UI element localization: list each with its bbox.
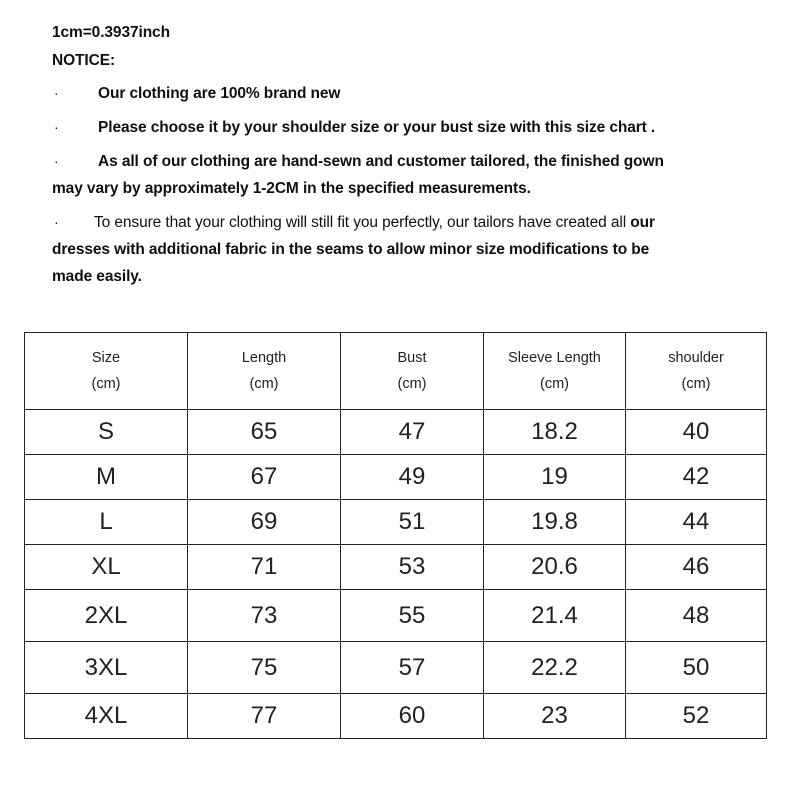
- cell-size: 2XL: [25, 590, 188, 642]
- header-bust: Bust (cm): [341, 333, 484, 410]
- unit-conversion: 1cm=0.3937inch: [52, 24, 170, 41]
- cell-bust: 51: [341, 500, 484, 545]
- cell-length: 67: [188, 455, 341, 500]
- cell-length: 71: [188, 545, 341, 590]
- table-row: [25, 590, 767, 642]
- cell-size: S: [25, 410, 188, 455]
- header-sleeve-length: Sleeve Length (cm): [484, 333, 626, 410]
- notice-bullet-3: [52, 148, 772, 202]
- notice-text-bold: our: [626, 214, 655, 231]
- notice-bullet-4: [52, 209, 772, 290]
- cell-size: 4XL: [25, 694, 188, 739]
- cell-sleeve-length: 18.2: [484, 410, 626, 455]
- cell-bust: 53: [341, 545, 484, 590]
- notice-text: Please choose it by your shoulder size or your bust size with this size chart .: [98, 119, 656, 136]
- notice-text: Our clothing are 100% brand new: [98, 85, 341, 102]
- notice-text-continued: may vary by approximately 1-2CM in the specified measurements.: [52, 180, 531, 197]
- cell-size: XL: [25, 545, 188, 590]
- cell-length: 77: [188, 694, 341, 739]
- cell-size: 3XL: [25, 642, 188, 694]
- notice-text: To ensure that your clothing will still fit you perfectly, our tailors have created all: [94, 214, 627, 231]
- cell-bust: 55: [341, 590, 484, 642]
- cell-sleeve-length: 22.2: [484, 642, 626, 694]
- notice-heading: NOTICE:: [52, 52, 116, 69]
- header-shoulder: shoulder (cm): [626, 333, 767, 410]
- header-size: Size (cm): [25, 333, 188, 410]
- bullet-dot: ·: [54, 85, 59, 101]
- cell-sleeve-length: 19: [484, 455, 626, 500]
- cell-sleeve-length: 21.4: [484, 590, 626, 642]
- notice-text-continued: made easily.: [52, 268, 142, 285]
- cell-shoulder: 44: [626, 500, 767, 545]
- table-row: [25, 410, 767, 455]
- size-chart-table: [24, 332, 767, 739]
- cell-length: 65: [188, 410, 341, 455]
- table-header-row: [25, 333, 767, 410]
- cell-length: 75: [188, 642, 341, 694]
- cell-shoulder: 42: [626, 455, 767, 500]
- cell-size: M: [25, 455, 188, 500]
- table-row: [25, 642, 767, 694]
- cell-bust: 57: [341, 642, 484, 694]
- bullet-dot: ·: [54, 153, 59, 169]
- cell-shoulder: 46: [626, 545, 767, 590]
- cell-shoulder: 40: [626, 410, 767, 455]
- notice-bullet-2: [52, 114, 772, 141]
- bullet-dot: ·: [54, 214, 59, 230]
- cell-bust: 49: [341, 455, 484, 500]
- cell-sleeve-length: 19.8: [484, 500, 626, 545]
- bullet-dot: ·: [54, 119, 59, 135]
- table-row: [25, 694, 767, 739]
- cell-length: 69: [188, 500, 341, 545]
- cell-shoulder: 48: [626, 590, 767, 642]
- table-row: [25, 545, 767, 590]
- cell-size: L: [25, 500, 188, 545]
- notice-text: As all of our clothing are hand-sewn and customer tailored, the finished gown: [98, 153, 664, 170]
- notice-bullet-1: [52, 80, 772, 107]
- table-row: [25, 455, 767, 500]
- cell-shoulder: 52: [626, 694, 767, 739]
- cell-sleeve-length: 23: [484, 694, 626, 739]
- cell-shoulder: 50: [626, 642, 767, 694]
- notice-section: [52, 20, 772, 290]
- header-length: Length (cm): [188, 333, 341, 410]
- table-row: [25, 500, 767, 545]
- notice-text-continued: dresses with additional fabric in the seams to allow minor size modifications to be: [52, 241, 650, 258]
- cell-bust: 47: [341, 410, 484, 455]
- cell-bust: 60: [341, 694, 484, 739]
- cell-length: 73: [188, 590, 341, 642]
- cell-sleeve-length: 20.6: [484, 545, 626, 590]
